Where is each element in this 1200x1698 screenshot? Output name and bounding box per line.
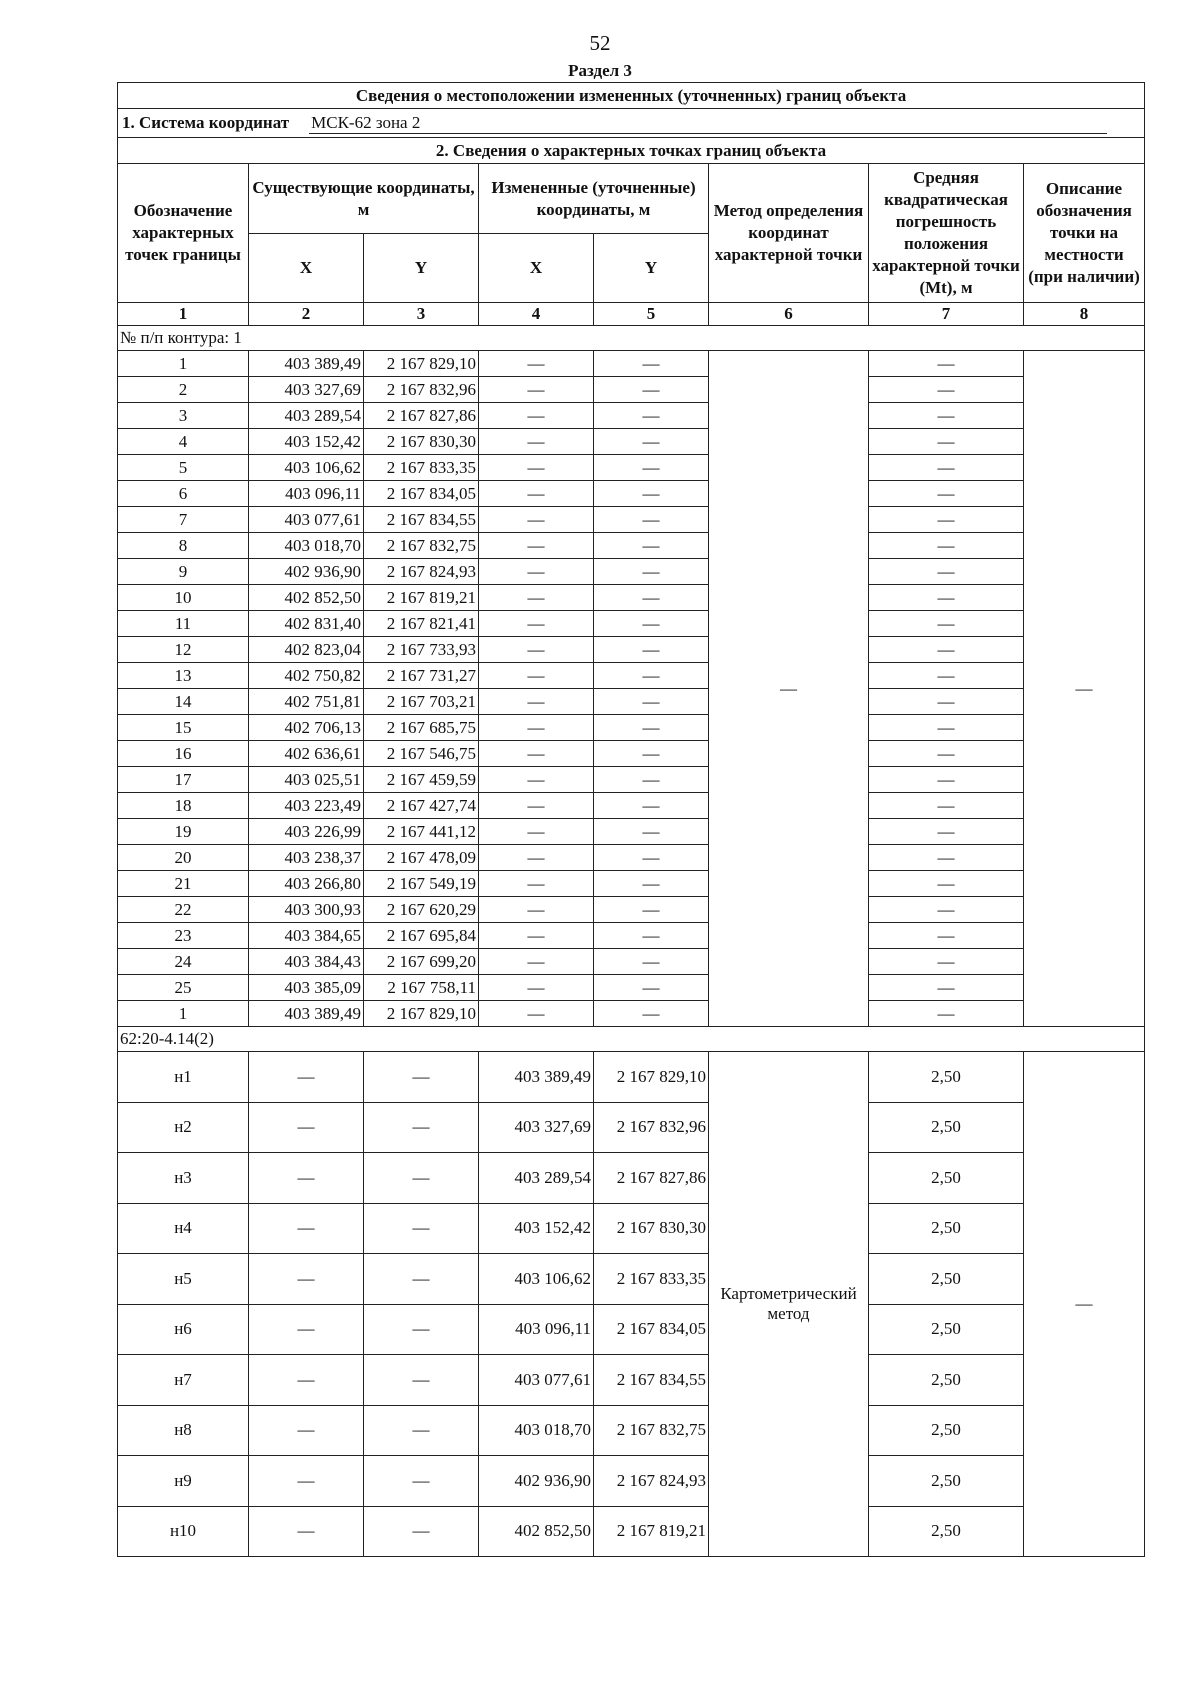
changed-x: —	[479, 923, 594, 949]
changed-y: —	[594, 429, 709, 455]
point-number: 22	[118, 897, 249, 923]
column-number: 3	[364, 303, 479, 326]
table-row	[118, 403, 1145, 429]
changed-y: —	[594, 871, 709, 897]
table-row	[118, 1001, 1145, 1027]
existing-y: 2 167 699,20	[364, 949, 479, 975]
changed-x: —	[479, 663, 594, 689]
table-row	[118, 377, 1145, 403]
table-row	[118, 689, 1145, 715]
mean-error: —	[869, 663, 1024, 689]
point-number: 5	[118, 455, 249, 481]
changed-x: —	[479, 741, 594, 767]
table-row	[118, 1052, 1145, 1103]
table-row	[118, 429, 1145, 455]
existing-y: 2 167 834,55	[364, 507, 479, 533]
changed-y: —	[594, 819, 709, 845]
mean-error: 2,50	[869, 1355, 1024, 1406]
changed-x: 403 152,42	[479, 1203, 594, 1254]
table-row	[118, 715, 1145, 741]
existing-y: 2 167 832,96	[364, 377, 479, 403]
table-row	[118, 1456, 1145, 1507]
description-cell: —	[1024, 1052, 1145, 1557]
changed-y: 2 167 824,93	[594, 1456, 709, 1507]
table-row	[118, 481, 1145, 507]
point-number: 17	[118, 767, 249, 793]
changed-x: —	[479, 975, 594, 1001]
existing-x: 403 106,62	[249, 455, 364, 481]
header-mean-error: Средняя квадратическая погрешность положения характерной точки (Mt), м	[869, 164, 1024, 303]
changed-x: 403 289,54	[479, 1153, 594, 1204]
existing-y: 2 167 549,19	[364, 871, 479, 897]
changed-x: —	[479, 403, 594, 429]
existing-y: —	[364, 1052, 479, 1103]
existing-x: 403 384,65	[249, 923, 364, 949]
point-number: 24	[118, 949, 249, 975]
changed-x: —	[479, 585, 594, 611]
changed-x: —	[479, 455, 594, 481]
changed-y: —	[594, 611, 709, 637]
point-number: н10	[118, 1506, 249, 1557]
point-number: 18	[118, 793, 249, 819]
table-row	[118, 351, 1145, 377]
existing-x: 403 077,61	[249, 507, 364, 533]
header-changed-x: X	[479, 234, 594, 303]
point-number: 8	[118, 533, 249, 559]
existing-x: —	[249, 1153, 364, 1204]
existing-x: 403 018,70	[249, 533, 364, 559]
section-label: Раздел 3	[568, 61, 632, 80]
point-number: н3	[118, 1153, 249, 1204]
point-number: 11	[118, 611, 249, 637]
changed-x: 403 327,69	[479, 1102, 594, 1153]
point-number: 20	[118, 845, 249, 871]
table-row	[118, 1405, 1145, 1456]
method-cell: Картометрический метод	[709, 1052, 869, 1557]
mean-error: —	[869, 377, 1024, 403]
point-number: 25	[118, 975, 249, 1001]
existing-y: 2 167 829,10	[364, 351, 479, 377]
changed-y: —	[594, 741, 709, 767]
changed-y: 2 167 832,75	[594, 1405, 709, 1456]
mean-error: —	[869, 871, 1024, 897]
existing-x: 403 389,49	[249, 1001, 364, 1027]
existing-x: 403 152,42	[249, 429, 364, 455]
description-cell: —	[1024, 351, 1145, 1027]
mean-error: 2,50	[869, 1254, 1024, 1305]
existing-y: 2 167 829,10	[364, 1001, 479, 1027]
mean-error: —	[869, 793, 1024, 819]
changed-x: 403 389,49	[479, 1052, 594, 1103]
point-number: н2	[118, 1102, 249, 1153]
header-method: Метод определения координат характерной точки	[709, 164, 869, 303]
table-row	[118, 663, 1145, 689]
point-number: 16	[118, 741, 249, 767]
page-number: 52	[589, 31, 611, 55]
changed-x: 403 096,11	[479, 1304, 594, 1355]
changed-y: —	[594, 663, 709, 689]
point-number: 10	[118, 585, 249, 611]
mean-error: —	[869, 1001, 1024, 1027]
existing-y: —	[364, 1304, 479, 1355]
header-description: Описание обозначения точки на местности (при наличии)	[1024, 164, 1145, 303]
existing-x: —	[249, 1102, 364, 1153]
point-number: 9	[118, 559, 249, 585]
point-number: 21	[118, 871, 249, 897]
header-changed-y: Y	[594, 234, 709, 303]
existing-x: 402 823,04	[249, 637, 364, 663]
changed-x: 402 936,90	[479, 1456, 594, 1507]
boundary-points-table	[117, 82, 1145, 1557]
point-number: 6	[118, 481, 249, 507]
existing-x: —	[249, 1052, 364, 1103]
table-row	[118, 897, 1145, 923]
point-number: 1	[118, 351, 249, 377]
column-number: 7	[869, 303, 1024, 326]
mean-error: —	[869, 351, 1024, 377]
changed-y: 2 167 830,30	[594, 1203, 709, 1254]
header-existing-x: X	[249, 234, 364, 303]
header-changed-coords: Измененные (уточненные) координаты, м	[479, 164, 709, 234]
existing-x: 403 384,43	[249, 949, 364, 975]
table-title: Сведения о местоположении измененных (уточненных) границ объекта	[118, 83, 1145, 109]
table-row	[118, 1304, 1145, 1355]
point-number: 15	[118, 715, 249, 741]
mean-error: —	[869, 949, 1024, 975]
table-row	[118, 1355, 1145, 1406]
mean-error: 2,50	[869, 1506, 1024, 1557]
point-number: н5	[118, 1254, 249, 1305]
mean-error: —	[869, 767, 1024, 793]
existing-x: —	[249, 1405, 364, 1456]
existing-x: 402 751,81	[249, 689, 364, 715]
mean-error: —	[869, 611, 1024, 637]
mean-error: 2,50	[869, 1102, 1024, 1153]
existing-x: —	[249, 1456, 364, 1507]
changed-x: 403 018,70	[479, 1405, 594, 1456]
mean-error: —	[869, 689, 1024, 715]
existing-x: —	[249, 1355, 364, 1406]
mean-error: —	[869, 585, 1024, 611]
changed-x: —	[479, 767, 594, 793]
changed-y: —	[594, 377, 709, 403]
changed-x: —	[479, 715, 594, 741]
existing-y: 2 167 731,27	[364, 663, 479, 689]
point-number: 4	[118, 429, 249, 455]
existing-y: 2 167 830,30	[364, 429, 479, 455]
existing-y: 2 167 620,29	[364, 897, 479, 923]
mean-error: 2,50	[869, 1456, 1024, 1507]
changed-y: —	[594, 507, 709, 533]
existing-y: —	[364, 1203, 479, 1254]
changed-y: —	[594, 481, 709, 507]
existing-x: 403 226,99	[249, 819, 364, 845]
changed-x: —	[479, 819, 594, 845]
parcel-label: 62:20-4.14(2)	[118, 1027, 1145, 1052]
existing-x: 403 389,49	[249, 351, 364, 377]
existing-x: 403 238,37	[249, 845, 364, 871]
table-row	[118, 455, 1145, 481]
changed-x: —	[479, 377, 594, 403]
existing-x: 403 223,49	[249, 793, 364, 819]
point-number: 1	[118, 1001, 249, 1027]
changed-y: 2 167 827,86	[594, 1153, 709, 1204]
changed-y: —	[594, 351, 709, 377]
existing-x: 402 750,82	[249, 663, 364, 689]
column-number: 1	[118, 303, 249, 326]
changed-y: —	[594, 897, 709, 923]
point-number: 7	[118, 507, 249, 533]
existing-y: 2 167 441,12	[364, 819, 479, 845]
changed-x: —	[479, 507, 594, 533]
table-row	[118, 793, 1145, 819]
changed-x: —	[479, 845, 594, 871]
column-number: 2	[249, 303, 364, 326]
point-number: н1	[118, 1052, 249, 1103]
changed-x: —	[479, 871, 594, 897]
mean-error: 2,50	[869, 1304, 1024, 1355]
existing-y: 2 167 821,41	[364, 611, 479, 637]
existing-y: —	[364, 1456, 479, 1507]
changed-x: —	[479, 949, 594, 975]
coord-system-value: МСК-62 зона 2	[309, 113, 1107, 134]
coord-system-row	[118, 109, 1145, 138]
point-number: н8	[118, 1405, 249, 1456]
existing-y: 2 167 478,09	[364, 845, 479, 871]
mean-error: —	[869, 559, 1024, 585]
existing-y: —	[364, 1254, 479, 1305]
point-number: 13	[118, 663, 249, 689]
table-row	[118, 585, 1145, 611]
mean-error: —	[869, 715, 1024, 741]
existing-x: 403 327,69	[249, 377, 364, 403]
existing-y: 2 167 546,75	[364, 741, 479, 767]
changed-y: —	[594, 715, 709, 741]
existing-y: 2 167 459,59	[364, 767, 479, 793]
changed-x: —	[479, 533, 594, 559]
mean-error: —	[869, 975, 1024, 1001]
table-row	[118, 949, 1145, 975]
table-row	[118, 767, 1145, 793]
column-number: 6	[709, 303, 869, 326]
point-number: н9	[118, 1456, 249, 1507]
point-number: 12	[118, 637, 249, 663]
mean-error: —	[869, 923, 1024, 949]
existing-x: —	[249, 1506, 364, 1557]
point-number: 2	[118, 377, 249, 403]
existing-y: 2 167 819,21	[364, 585, 479, 611]
changed-y: 2 167 829,10	[594, 1052, 709, 1103]
table-row	[118, 637, 1145, 663]
point-number: 3	[118, 403, 249, 429]
existing-y: —	[364, 1405, 479, 1456]
table-row	[118, 975, 1145, 1001]
changed-y: 2 167 832,96	[594, 1102, 709, 1153]
table-row	[118, 871, 1145, 897]
existing-y: 2 167 758,11	[364, 975, 479, 1001]
changed-x: —	[479, 1001, 594, 1027]
existing-y: 2 167 832,75	[364, 533, 479, 559]
changed-y: 2 167 834,05	[594, 1304, 709, 1355]
changed-y: —	[594, 585, 709, 611]
table-row	[118, 741, 1145, 767]
mean-error: —	[869, 481, 1024, 507]
table-row	[118, 1153, 1145, 1204]
changed-y: —	[594, 533, 709, 559]
changed-y: 2 167 833,35	[594, 1254, 709, 1305]
table-row	[118, 1102, 1145, 1153]
mean-error: —	[869, 845, 1024, 871]
changed-x: 403 077,61	[479, 1355, 594, 1406]
existing-x: 403 025,51	[249, 767, 364, 793]
mean-error: —	[869, 403, 1024, 429]
changed-y: —	[594, 793, 709, 819]
changed-x: —	[479, 611, 594, 637]
changed-y: —	[594, 455, 709, 481]
mean-error: —	[869, 897, 1024, 923]
existing-x: —	[249, 1203, 364, 1254]
changed-x: 403 106,62	[479, 1254, 594, 1305]
mean-error: —	[869, 507, 1024, 533]
changed-y: —	[594, 559, 709, 585]
existing-x: 403 266,80	[249, 871, 364, 897]
table-row	[118, 1254, 1145, 1305]
table-row	[118, 819, 1145, 845]
table-row	[118, 845, 1145, 871]
table-row	[118, 559, 1145, 585]
existing-x: 402 852,50	[249, 585, 364, 611]
existing-y: 2 167 427,74	[364, 793, 479, 819]
existing-y: —	[364, 1153, 479, 1204]
changed-y: —	[594, 637, 709, 663]
column-number: 5	[594, 303, 709, 326]
existing-x: —	[249, 1304, 364, 1355]
changed-x: —	[479, 897, 594, 923]
mean-error: 2,50	[869, 1405, 1024, 1456]
point-number: н6	[118, 1304, 249, 1355]
changed-y: 2 167 834,55	[594, 1355, 709, 1406]
existing-y: —	[364, 1102, 479, 1153]
changed-x: —	[479, 429, 594, 455]
point-number: н7	[118, 1355, 249, 1406]
contour-label: № п/п контура: 1	[118, 326, 1145, 351]
changed-x: 402 852,50	[479, 1506, 594, 1557]
changed-y: —	[594, 845, 709, 871]
point-number: н4	[118, 1203, 249, 1254]
existing-x: 402 936,90	[249, 559, 364, 585]
changed-y: —	[594, 689, 709, 715]
changed-y: —	[594, 949, 709, 975]
column-number: 4	[479, 303, 594, 326]
mean-error: —	[869, 819, 1024, 845]
existing-y: 2 167 695,84	[364, 923, 479, 949]
method-cell: —	[709, 351, 869, 1027]
changed-y: —	[594, 923, 709, 949]
existing-y: —	[364, 1355, 479, 1406]
existing-x: 402 636,61	[249, 741, 364, 767]
changed-y: —	[594, 403, 709, 429]
existing-y: 2 167 685,75	[364, 715, 479, 741]
changed-x: —	[479, 481, 594, 507]
mean-error: 2,50	[869, 1153, 1024, 1204]
column-number: 8	[1024, 303, 1145, 326]
point-number: 14	[118, 689, 249, 715]
existing-x: 402 706,13	[249, 715, 364, 741]
table-row	[118, 507, 1145, 533]
mean-error: —	[869, 429, 1024, 455]
mean-error: —	[869, 637, 1024, 663]
table-row	[118, 533, 1145, 559]
changed-x: —	[479, 559, 594, 585]
mean-error: —	[869, 455, 1024, 481]
changed-y: —	[594, 975, 709, 1001]
header-point-designation: Обозначение характерных точек границы	[118, 164, 249, 303]
changed-x: —	[479, 689, 594, 715]
existing-y: 2 167 827,86	[364, 403, 479, 429]
existing-y: 2 167 834,05	[364, 481, 479, 507]
mean-error: —	[869, 533, 1024, 559]
changed-y: —	[594, 767, 709, 793]
table-row	[118, 1506, 1145, 1557]
points-title: 2. Сведения о характерных точках границ объекта	[118, 138, 1145, 164]
table-row	[118, 611, 1145, 637]
existing-x: 403 096,11	[249, 481, 364, 507]
changed-x: —	[479, 351, 594, 377]
header-existing-y: Y	[364, 234, 479, 303]
existing-y: 2 167 833,35	[364, 455, 479, 481]
changed-y: 2 167 819,21	[594, 1506, 709, 1557]
existing-x: 403 385,09	[249, 975, 364, 1001]
existing-y: 2 167 824,93	[364, 559, 479, 585]
existing-y: 2 167 703,21	[364, 689, 479, 715]
point-number: 19	[118, 819, 249, 845]
header-existing-coords: Существующие координаты, м	[249, 164, 479, 234]
mean-error: 2,50	[869, 1203, 1024, 1254]
changed-x: —	[479, 637, 594, 663]
coord-system-label: 1. Система координат	[122, 112, 290, 132]
existing-x: 403 300,93	[249, 897, 364, 923]
existing-x: 403 289,54	[249, 403, 364, 429]
mean-error: —	[869, 741, 1024, 767]
existing-x: —	[249, 1254, 364, 1305]
point-number: 23	[118, 923, 249, 949]
existing-y: —	[364, 1506, 479, 1557]
existing-x: 402 831,40	[249, 611, 364, 637]
table-row	[118, 1203, 1145, 1254]
existing-y: 2 167 733,93	[364, 637, 479, 663]
changed-y: —	[594, 1001, 709, 1027]
changed-x: —	[479, 793, 594, 819]
table-row	[118, 923, 1145, 949]
mean-error: 2,50	[869, 1052, 1024, 1103]
